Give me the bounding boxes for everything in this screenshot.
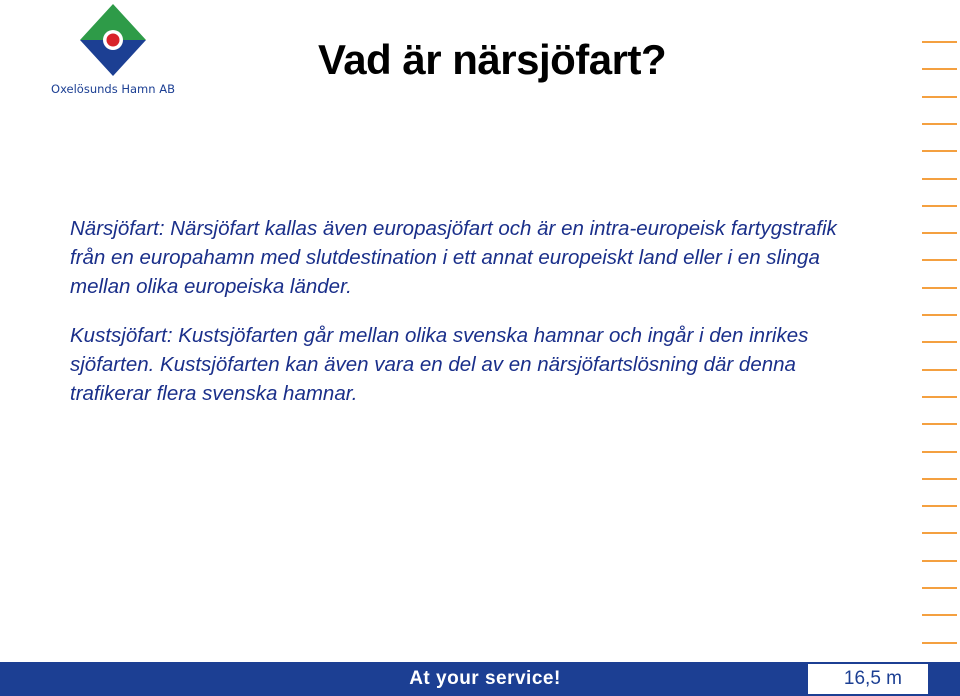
decorative-rule (922, 259, 957, 261)
footer-tagline: At your service! (409, 668, 561, 689)
decorative-rule (922, 642, 957, 644)
decorative-rule (922, 287, 957, 289)
decorative-rule (922, 96, 957, 98)
decorative-rule (922, 68, 957, 70)
paragraph-kustsjofart: Kustsjöfart: Kustsjöfarten går mellan olika svenska hamnar och ingår i den inrikes sjöfarten. Kustsjöfarten kan även vara en del av en närsjöfartslösning där denna trafikerar flera svenska hamnar. (70, 323, 809, 406)
decorative-rule (922, 369, 957, 371)
decorative-rule (922, 560, 957, 562)
page-label: 16,5 m (808, 664, 928, 694)
decorative-rule (922, 505, 957, 507)
decorative-rule (922, 205, 957, 207)
decorative-rule (922, 314, 957, 316)
footer-bar (0, 662, 960, 696)
decorative-rule (922, 532, 957, 534)
harbor-diamond-icon (78, 2, 148, 78)
paragraph-narsjofart: Närsjöfart: Närsjöfart kallas även europasjöfart och är en intra-europeisk fartygstrafik från en europahamn med slutdestination i ett annat europeiskt land eller i en slinga mellan olika europeiska länder. (70, 217, 837, 299)
decorative-rule (922, 232, 957, 234)
company-logo (48, 2, 178, 98)
decorative-rule (922, 150, 957, 152)
slide-body (70, 214, 870, 427)
slide-title: Vad är närsjöfart? (318, 36, 667, 83)
decorative-rule (922, 451, 957, 453)
logo-company-name: Oxelösunds Hamn AB (51, 82, 175, 96)
decorative-rule (922, 123, 957, 125)
decorative-rule (922, 478, 957, 480)
decorative-rule (922, 41, 957, 43)
decorative-rule (922, 178, 957, 180)
decorative-rule (922, 614, 957, 616)
decorative-rule (922, 423, 957, 425)
decorative-rule (922, 341, 957, 343)
decorative-rule (922, 587, 957, 589)
decorative-rule-column (922, 41, 958, 661)
decorative-rule (922, 396, 957, 398)
